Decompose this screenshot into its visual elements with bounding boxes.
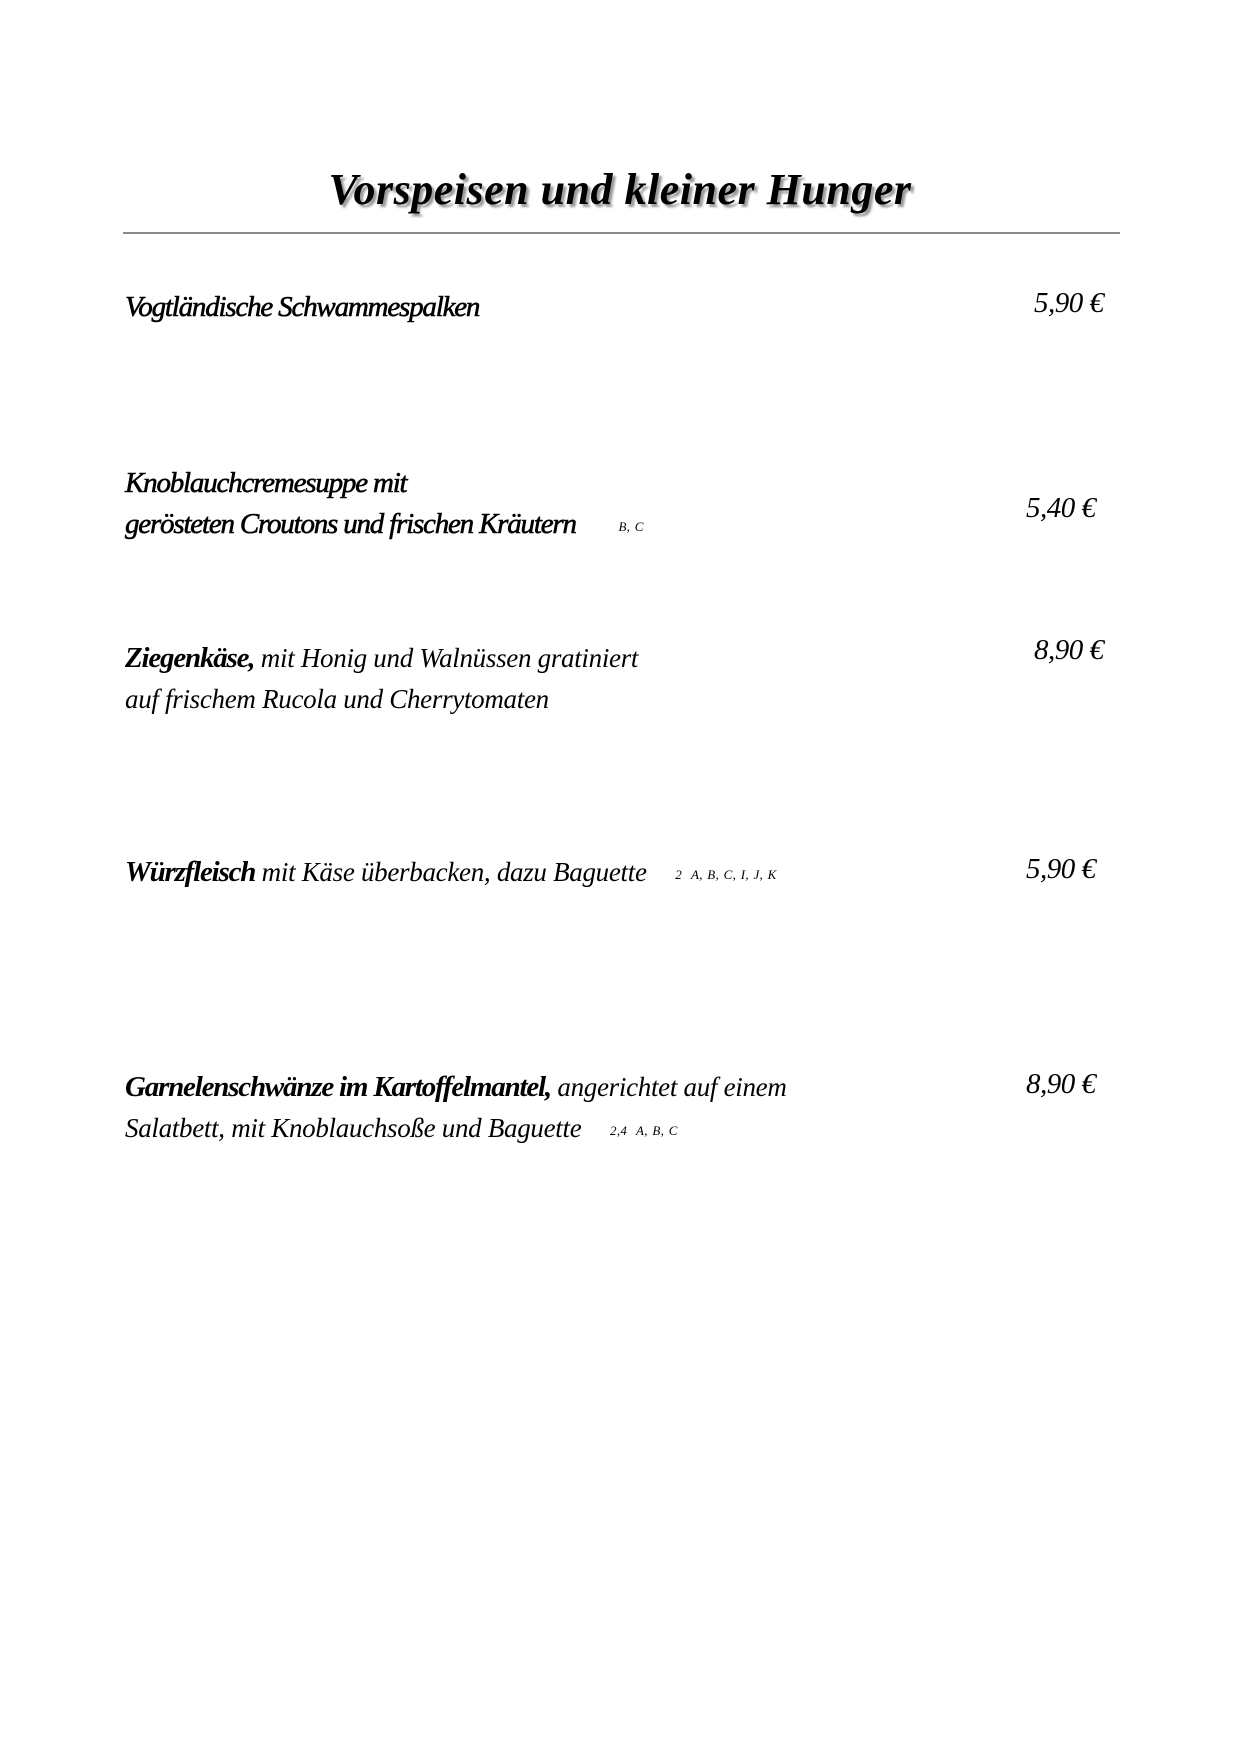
menu-item-name-continued: gerösteten Croutons und frischen Kräutern xyxy=(125,508,576,540)
menu-item-description: mit Honig und Walnüssen gratiniert xyxy=(254,643,639,673)
menu-item-name: Garnelenschwänze im Kartoffelmantel, xyxy=(125,1071,551,1103)
menu-item-name: Würzfleisch xyxy=(125,856,256,888)
menu-item-schwammespalken xyxy=(125,287,1005,328)
menu-item-name: Ziegenkäse, xyxy=(125,642,255,674)
menu-item-garnelenschwaenze xyxy=(125,1067,1005,1151)
allergen-codes: 2 A, B, C, I, J, K xyxy=(675,867,777,882)
allergen-codes: B, C xyxy=(618,519,644,534)
menu-item-price: 8,90 € xyxy=(1034,634,1104,666)
menu-item-name: Vogtländische Schwammespalken xyxy=(125,291,480,323)
menu-item-wuerzfleisch xyxy=(125,852,1005,895)
menu-item-description-continued: auf frischem Rucola und Cherrytomaten xyxy=(125,684,549,714)
menu-item-price: 5,90 € xyxy=(1034,287,1104,319)
menu-item-description: mit Käse überbacken, dazu Baguette xyxy=(255,857,647,887)
menu-item-price: 5,90 € xyxy=(1026,853,1096,885)
menu-item-description-continued: Salatbett, mit Knoblauchsoße und Baguette xyxy=(125,1113,582,1143)
menu-item-ziegenkaese xyxy=(125,638,1005,720)
menu-item-price: 8,90 € xyxy=(1026,1068,1096,1100)
menu-item-knoblauchcremesuppe xyxy=(125,463,1005,547)
title-divider xyxy=(123,232,1120,234)
menu-item-name: Knoblauchcremesuppe mit xyxy=(125,467,407,499)
page-title: Vorspeisen und kleiner Hunger xyxy=(328,165,912,214)
allergen-codes: 2,4 A, B, C xyxy=(610,1123,678,1138)
menu-item-price: 5,40 € xyxy=(1026,492,1096,524)
menu-item-description: angerichtet auf einem xyxy=(550,1072,787,1102)
